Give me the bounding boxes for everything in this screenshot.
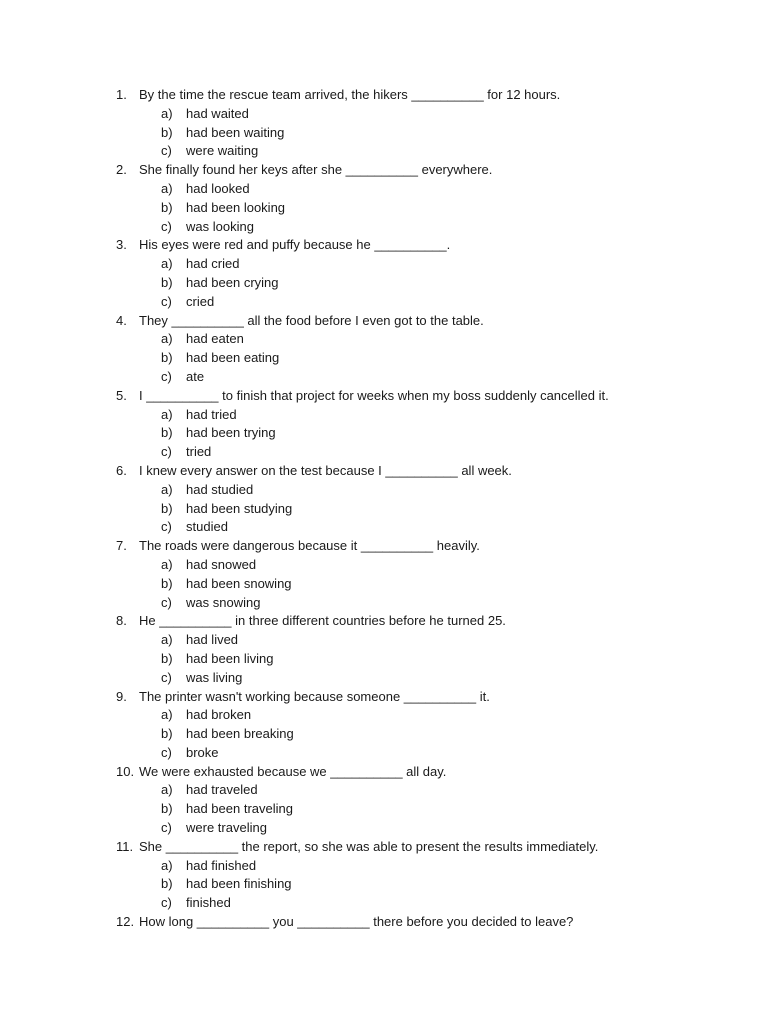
option-text: had been snowing xyxy=(186,575,292,591)
question-line xyxy=(0,612,768,631)
option-letter: a) xyxy=(161,105,173,121)
question-number: 6. xyxy=(116,462,127,478)
option-line xyxy=(0,368,768,387)
question-line xyxy=(0,838,768,857)
option-text: had studied xyxy=(186,481,254,497)
option-line xyxy=(0,875,768,894)
option-line xyxy=(0,293,768,312)
option-letter: c) xyxy=(161,594,172,610)
question-line xyxy=(0,387,768,406)
option-letter: a) xyxy=(161,180,173,196)
question-text: He __________ in three different countries before he turned 25. xyxy=(139,613,506,629)
option-line xyxy=(0,594,768,613)
option-line xyxy=(0,819,768,838)
option-line xyxy=(0,424,768,443)
option-text: was looking xyxy=(186,218,254,234)
question-number: 8. xyxy=(116,613,127,629)
option-text: had waited xyxy=(186,105,249,121)
option-text: ate xyxy=(186,368,205,384)
question-line xyxy=(0,913,768,932)
option-text: had lived xyxy=(186,632,239,648)
option-letter: b) xyxy=(161,124,173,140)
option-line xyxy=(0,575,768,594)
option-line xyxy=(0,706,768,725)
option-line xyxy=(0,105,768,124)
option-text: had been traveling xyxy=(186,801,293,817)
option-letter: c) xyxy=(161,368,172,384)
option-text: were waiting xyxy=(186,143,259,159)
option-letter: b) xyxy=(161,575,173,591)
option-text: had snowed xyxy=(186,556,257,572)
question-text: I __________ to finish that project for weeks when my boss suddenly cancelled it. xyxy=(139,387,609,403)
option-line xyxy=(0,142,768,161)
option-letter: b) xyxy=(161,274,173,290)
option-text: had been trying xyxy=(186,425,276,441)
question-number: 12. xyxy=(116,914,135,930)
option-line xyxy=(0,800,768,819)
question-line xyxy=(0,688,768,707)
option-text: had been looking xyxy=(186,199,286,215)
question-line xyxy=(0,763,768,782)
option-letter: a) xyxy=(161,782,173,798)
option-text: had been eating xyxy=(186,350,280,366)
option-line xyxy=(0,650,768,669)
option-line xyxy=(0,406,768,425)
option-text: had looked xyxy=(186,180,250,196)
question-number: 9. xyxy=(116,688,127,704)
option-letter: a) xyxy=(161,256,173,272)
option-letter: b) xyxy=(161,500,173,516)
option-line xyxy=(0,744,768,763)
option-text: had broken xyxy=(186,707,252,723)
question-line xyxy=(0,236,768,255)
question-text: She __________ the report, so she was able to present the results immediately. xyxy=(139,838,599,854)
option-letter: c) xyxy=(161,669,172,685)
question-text: They __________ all the food before I even got to the table. xyxy=(139,312,484,328)
option-text: had been breaking xyxy=(186,726,294,742)
option-letter: a) xyxy=(161,481,173,497)
option-letter: c) xyxy=(161,218,172,234)
option-text: had been living xyxy=(186,650,274,666)
question-text: His eyes were red and puffy because he __________. xyxy=(139,237,451,253)
option-letter: b) xyxy=(161,199,173,215)
option-letter: b) xyxy=(161,726,173,742)
option-line xyxy=(0,631,768,650)
question-line xyxy=(0,86,768,105)
question-text: How long __________ you __________ there before you decided to leave? xyxy=(139,914,574,930)
option-text: had been crying xyxy=(186,274,279,290)
option-text: had finished xyxy=(186,857,257,873)
question-number: 2. xyxy=(116,162,127,178)
option-text: had been waiting xyxy=(186,124,285,140)
option-line xyxy=(0,180,768,199)
question-line xyxy=(0,312,768,331)
option-text: had eaten xyxy=(186,331,244,347)
option-line xyxy=(0,124,768,143)
question-line xyxy=(0,462,768,481)
option-line xyxy=(0,199,768,218)
question-text: By the time the rescue team arrived, the hikers __________ for 12 hours. xyxy=(139,87,561,102)
option-line xyxy=(0,443,768,462)
option-letter: c) xyxy=(161,519,172,535)
option-line xyxy=(0,255,768,274)
question-text: She finally found her keys after she __________ everywhere. xyxy=(139,162,493,178)
option-letter: b) xyxy=(161,876,173,892)
option-line xyxy=(0,481,768,500)
option-letter: a) xyxy=(161,707,173,723)
option-text: studied xyxy=(186,519,228,535)
option-text: were traveling xyxy=(186,820,267,836)
option-letter: a) xyxy=(161,331,173,347)
question-number: 5. xyxy=(116,387,127,403)
option-letter: b) xyxy=(161,801,173,817)
option-letter: c) xyxy=(161,895,172,911)
option-text: had cried xyxy=(186,256,240,272)
option-letter: c) xyxy=(161,820,172,836)
option-letter: c) xyxy=(161,744,172,760)
question-text: The printer wasn't working because someone __________ it. xyxy=(139,688,490,704)
option-letter: b) xyxy=(161,425,173,441)
question-number: 11. xyxy=(116,838,134,854)
option-text: was living xyxy=(186,669,243,685)
option-letter: a) xyxy=(161,556,173,572)
option-letter: b) xyxy=(161,350,173,366)
option-text: had been finishing xyxy=(186,876,292,892)
option-text: had been studying xyxy=(186,500,293,516)
option-line xyxy=(0,894,768,913)
option-line xyxy=(0,781,768,800)
question-line xyxy=(0,537,768,556)
worksheet xyxy=(0,86,768,932)
option-line xyxy=(0,518,768,537)
question-number: 1. xyxy=(116,87,127,102)
question-line xyxy=(0,161,768,180)
option-line xyxy=(0,349,768,368)
option-line xyxy=(0,274,768,293)
question-number: 4. xyxy=(116,312,127,328)
option-text: had tried xyxy=(186,406,237,422)
question-number: 7. xyxy=(116,538,127,554)
question-number: 10. xyxy=(116,763,135,779)
option-text: cried xyxy=(186,293,215,309)
option-text: finished xyxy=(186,895,231,911)
option-line xyxy=(0,556,768,575)
option-letter: b) xyxy=(161,650,173,666)
option-letter: a) xyxy=(161,857,173,873)
option-line xyxy=(0,500,768,519)
option-text: was snowing xyxy=(186,594,261,610)
option-line xyxy=(0,218,768,237)
option-letter: c) xyxy=(161,143,172,159)
option-line xyxy=(0,669,768,688)
option-letter: a) xyxy=(161,632,173,648)
option-text: had traveled xyxy=(186,782,258,798)
option-line xyxy=(0,857,768,876)
option-line xyxy=(0,330,768,349)
option-line xyxy=(0,725,768,744)
option-letter: c) xyxy=(161,444,172,460)
option-text: tried xyxy=(186,444,212,460)
question-text: We were exhausted because we __________ all day. xyxy=(139,763,447,779)
option-letter: c) xyxy=(161,293,172,309)
question-number: 3. xyxy=(116,237,127,253)
option-letter: a) xyxy=(161,406,173,422)
question-text: The roads were dangerous because it __________ heavily. xyxy=(139,538,480,554)
question-text: I knew every answer on the test because I __________ all week. xyxy=(139,462,512,478)
option-text: broke xyxy=(186,744,219,760)
